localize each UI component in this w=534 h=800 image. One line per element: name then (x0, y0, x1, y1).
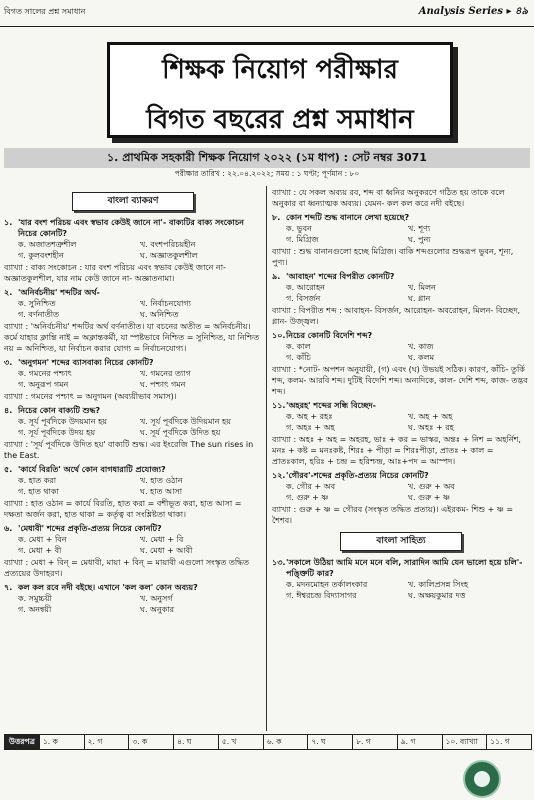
question-stem (272, 212, 530, 223)
option-list (4, 475, 262, 497)
option: ঘ. গ্লান (408, 294, 431, 303)
option: গ. কাঁচি (286, 353, 311, 362)
answer-cell: ৩. ক (128, 735, 173, 749)
question-text: 'অনির্বচনীয়' শব্দটির অর্থ- (18, 288, 100, 297)
section-heading-grammar: বাংলা ব্যাকরণ (72, 192, 194, 211)
option-list (272, 223, 530, 245)
question-text: নিচের কোন বাক্যটি শুদ্ধ? (18, 406, 101, 415)
question-stem (4, 523, 262, 534)
option: খ. কালিপ্রসন্ন সিংহ (408, 580, 469, 589)
question-stem (4, 464, 262, 475)
question-text: 'অনুগমন' শব্দের ব্যাসবাক্য নিচের কোনটি? (18, 358, 154, 367)
option-list (272, 282, 530, 304)
option: ক. ভুবন (286, 224, 312, 233)
option: গ. কুলবংশহীন (18, 251, 64, 260)
question-item (272, 400, 530, 467)
answer-cell: ১১. গ (486, 735, 531, 749)
question-text: 'অহরহ' শব্দের সন্ধি বিচ্ছেদ- (286, 401, 376, 410)
option: ক. মেধা + বিন (18, 535, 67, 544)
exam-title-band: ১. প্রাথমিক সহকারী শিক্ষক নিয়োগ ২০২২ (১ম ধাপ) : সেট নম্বর 3071 (4, 148, 530, 168)
question-number: ৮. (272, 213, 281, 222)
question-item (4, 523, 262, 579)
question-number: ৩. (4, 358, 13, 367)
explanation-text: ব্যাখ্যা : মেধা + বিন্ = মেধাবী, মায়া + বিন্ = মায়াবী এগুলো সংস্কৃত তদ্ধিত প্রত্যয়ের উদাহরণ। (4, 558, 250, 578)
title-box (107, 42, 453, 138)
explanation-text: ব্যাখ্যা : অহঃ + অহ = অহরহ, ভাঃ + কর = ভাস্কর, অন্তঃ + নিশ = অহর্নিশ, মনঃ + কষ্ট = মনঃকষ্ট, শিরঃ + পীড়া = শিরঃপীড়া, প্রাতঃ + কাল = প্রাতঃকাল, হরিঃ + চন্দ্র = হরিশ্চন্দ্র, আঃ+পদ = আস্পদ। (272, 435, 521, 466)
answer-key-label: উত্তরপত্র (5, 735, 39, 749)
option: ঘ. হাত আসা (140, 487, 183, 496)
answer-cell: ৬. ক (263, 735, 308, 749)
option: গ. অনুরূপ গমন (18, 380, 69, 389)
question-stem (272, 400, 530, 411)
answer-cell: ১. ক (39, 735, 84, 749)
title-line-1: শিক্ষক নিয়োগ পরীক্ষার (162, 55, 398, 85)
question-stem (4, 217, 262, 239)
option: ঘ. অহঃ + রহ (408, 423, 454, 432)
question-number: ৯. (272, 272, 281, 281)
question-stem (4, 405, 262, 416)
option: গ. ঈশ্বরচন্দ্র বিদ্যাসাগর (286, 591, 357, 600)
option-list (272, 341, 530, 363)
answer-cell: ৭. ঘ (307, 735, 352, 749)
option-list (272, 411, 530, 433)
option: ক. অহ + রহঃ (286, 412, 333, 421)
option: খ. মিলন (408, 283, 436, 292)
option: ঘ. অনুকার (140, 605, 175, 614)
question-item (4, 287, 262, 354)
option: গ. অনন্বয়ী (18, 605, 52, 614)
option: গ. বর্ণনাতীত (18, 310, 60, 319)
question-text: 'মেধাবী' শব্দের প্রকৃতি-প্রত্যয় নিচের কোনটি? (18, 524, 162, 533)
answer-cell: ১০. ব্যাখ্যা (442, 735, 487, 749)
right-column (272, 186, 530, 601)
question-stem (4, 287, 262, 298)
option: ক. গমনের পশ্চাৎ (18, 369, 72, 378)
option: ক. মদনমোহন তর্কালংকার (286, 580, 368, 589)
header-left-text: বিগত সালের প্রশ্ন সমাধান (4, 7, 86, 16)
answer-key-bar (4, 734, 532, 750)
option: ঘ. অক্ষয়কুমার দত্ত (408, 591, 466, 600)
explanation-text: ব্যাখ্যা : গুরু + ষ্ণ = গৌরব (সংস্কৃত তদ্ধিত প্রত্যয়)। এইরকম- শিশু + ষ্ণ = শৈশব। (272, 505, 514, 525)
question-text: 'সকালে উঠিয়া আমি মনে মনে বলি, সারাদিন আমি যেন ভালো হয়ে চলি'- পঙ্ক্তিটি কার? (286, 558, 523, 578)
left-column (4, 186, 262, 615)
option: খ. মেধা + বি (140, 535, 184, 544)
option: ক. সুনিশ্চিত (18, 299, 56, 308)
option-list (4, 416, 262, 438)
left-question-list (4, 217, 262, 615)
explanation-text: ব্যাখ্যা : বাক্য সংকোচন : যার বংশ পরিচয় এবং স্বভাব কেউই জানে না- অজ্ঞাতকুলশীল, যার নাম কেউ জানে না- অজ্ঞাতনামা। (4, 263, 226, 283)
question-stem (4, 582, 262, 593)
question-text: কল কল রবে নদী বইছে। এখানে 'কল কল' কোন অব্যয়? (18, 583, 198, 592)
question-stem (272, 557, 530, 579)
question-text: নিচের কোনটি বিদেশি শব্দ? (286, 331, 373, 340)
option: ঘ. পুন্য (408, 235, 431, 244)
option: খ. হাত ওঠান (140, 476, 183, 485)
option: গ. মিগ্রিজ (286, 235, 319, 244)
answer-cell: ৯. গ (397, 735, 442, 749)
question-item (4, 405, 262, 461)
question-item (272, 470, 530, 526)
question-item (272, 330, 530, 397)
question-stem (272, 271, 530, 282)
option: গ. গুরু + ষ্ণ (286, 493, 329, 502)
question-number: ৬. (4, 524, 13, 533)
option: ক. সমুচ্চয়ী (18, 594, 52, 603)
option: ঘ. অজ্ঞাতকুলশীল (140, 251, 198, 260)
explanation-text: ব্যাখ্যা : 'সূর্য পূর্বদিকে উদিত হয়' বাক্যটি শুদ্ধ। এর ইংরেজি The sun rises in the East. (4, 440, 254, 460)
answer-cell: ৪. ঘ (173, 735, 218, 749)
option: খ. নির্বাচনযোগ্য (140, 299, 191, 308)
option-list (4, 534, 262, 556)
question-stem (272, 470, 530, 481)
option: খ. অহ + অহ (408, 412, 453, 421)
option: ঘ. পশ্চাৎ গমন (140, 380, 186, 389)
option: ঘ. সূর্য পূর্বদিকে উদিত হয় (140, 428, 221, 437)
option: ঘ. মেধা + আবী (140, 546, 193, 555)
option-list (272, 579, 530, 601)
question-number: ৪. (4, 406, 13, 415)
question-number: ১০. (272, 331, 286, 340)
option: ক. হাত করা (18, 476, 57, 485)
question-text: 'যার বংশ পরিচয় এবং স্বভাব কেউই জানে না'- বাক্যটির বাক্য সংকোচন নিচের কোনটি? (18, 218, 244, 238)
title-line-2: বিগত বছরের প্রশ্ন সমাধান (146, 105, 414, 135)
question-item (4, 217, 262, 284)
option: ক. গৌর + অব (286, 482, 336, 491)
explanation-text: ব্যাখ্যা : যে সকল অব্যয় রব, শব্দ বা ধ্বনির অনুকরণে গঠিত হয় তাকে বলে অনুকার বা ধ্বন্যাত্মক অব্যয়। যেমন- কল কল করে নদী বইছে। (272, 188, 505, 208)
option-list (272, 481, 530, 503)
option: ঘ. কলম (408, 353, 435, 362)
question-number: ৫. (4, 465, 13, 474)
option: খ. অনুসর্গ (140, 594, 173, 603)
option: খ. বংশপরিচয়হীন (140, 240, 196, 249)
explanation-text: ব্যাখ্যা : বিপরীত শব্দ : আবাহন- বিসর্জন, আরোহন- অবরোহন, মিলন- বিচ্ছেদ, গ্লান- উজ্জ্বল। (272, 306, 521, 326)
option: ঘ. অনিশ্চিত (140, 310, 179, 319)
option: ঘ. গুরু + ষ্ণ (408, 493, 450, 502)
question-number: ১১. (272, 401, 286, 410)
question-item (4, 464, 262, 520)
explanation-text: ব্যাখ্যা : হাত ওঠান = কার্যে বিরতি, হাত করা = বশীভূত করা, হাত আসা = দক্ষতা অর্জন করা, হাত থাকা = কর্তৃত্ব বা সংশ্লিষ্টতা থাকা। (4, 499, 242, 519)
option: ক. অজাতশত্রুশীল (18, 240, 77, 249)
explanation-text: ব্যাখ্যা : গমনের পশ্চাৎ = অনুগমন (অব্যয়ীভাব সমাস)। (4, 392, 177, 401)
question-item (4, 582, 262, 615)
question-stem (272, 330, 530, 341)
option-list (4, 593, 262, 615)
series-label: Analysis Series ▸ ৪৯ (418, 6, 528, 17)
question-stem (4, 357, 262, 368)
question-number: ২. (4, 288, 13, 297)
option: ক. কাল (286, 342, 311, 351)
column-divider (266, 186, 267, 731)
option: গ. মেধা + বী (18, 546, 62, 555)
question-text: 'কার্যে বিরতি' অর্থে কোন বাগধারাটি প্রযোজ্য? (18, 465, 166, 474)
option: খ. শূণ্য (408, 224, 431, 233)
question-13 (272, 557, 530, 601)
question-item (4, 357, 262, 402)
option: খ. গুরু + অব (408, 482, 455, 491)
publisher-logo-icon (463, 760, 501, 798)
option-list (4, 298, 262, 320)
question-item (272, 271, 530, 327)
option: ক. সূর্য পূর্বদিকে উদয়মান হয় (18, 417, 107, 426)
option: খ. গমনের ত্যাগ (140, 369, 191, 378)
option: গ. অহঃ + অহ (286, 423, 335, 432)
answer-cell: ৮. গ (352, 735, 397, 749)
option-list (4, 239, 262, 261)
section-heading-literature: বাংলা সাহিত্য (340, 532, 462, 551)
question-number: ১. (4, 218, 13, 227)
exam-details: পরীক্ষার তারিখ : ২২.০৪.২০২২; সময় : ১ ঘণ্টা; পূর্ণমান : ৮০ (174, 169, 360, 178)
option: খ. কাজ (408, 342, 434, 351)
question-text: 'গৌরব'-শব্দের প্রকৃতি-প্রত্যয় নিচের কোনটি? (286, 471, 429, 480)
answer-cell: ৫. খ (218, 735, 263, 749)
option: গ. সূর্য পূর্বদিকে উদয় হয় (18, 428, 96, 437)
question-number: ৭. (4, 583, 13, 592)
option: খ. সূর্য পূর্বদিকে উদিয়মান হয় (140, 417, 231, 426)
question-text: কোন শব্দটি শুদ্ধ বানানে লেখা হয়েছে? (286, 213, 410, 222)
question-text: 'আবাহন' শব্দের বিপরীত কোনটি? (286, 272, 395, 281)
explanation-text: ব্যাখ্যা : 'অনির্বচনীয়' শব্দটির অর্থ বর্ণনাতীত। যা বচনের অতীত = অনির্বচনীয়। কর্মে যাহার ক্লান্তি নাই = অক্লান্তকর্মী, যা স্পষ্টভাবে নিশ্চিত = সুনিশ্চিত, যা নিশ্চিত নয় = অনিশ্চিত, যা নির্বাচন করার যোগ্য = নির্বাচনযোগ্য। (4, 322, 260, 353)
option: গ. হাত থাকা (18, 487, 59, 496)
right-question-list (272, 212, 530, 526)
question-number: ১২. (272, 471, 286, 480)
option-list (4, 368, 262, 390)
option: ক. আরোহন (286, 283, 325, 292)
answer-cell: ২. গ (84, 735, 129, 749)
question-item (272, 557, 530, 601)
header-rule (0, 26, 534, 27)
explanation-text: ব্যাখ্যা : *নোট- অপশন অনুযায়ী, (গ) এবং (ঘ) উভয়ই সঠিক। কারণ, কাঁচি- তুর্কি শব্দ, কলম- আরবি শব্দ। দুটিই বিদেশি শব্দ। অন্যদিকে, কাল- দেশি শব্দ, কাজ- তদ্ভব শব্দ। (272, 365, 528, 396)
explanation-text: ব্যাখ্যা : শুদ্ধ বানানগুলো হচ্ছে মিগ্রিজ। বাকি শব্দগুলোর শুদ্ধরূপ ভুবন, শূন্য, পুণ্য। (272, 247, 514, 267)
question-number: ১৩. (272, 558, 286, 567)
option: গ. বিসর্জন (286, 294, 321, 303)
question-item (272, 212, 530, 268)
